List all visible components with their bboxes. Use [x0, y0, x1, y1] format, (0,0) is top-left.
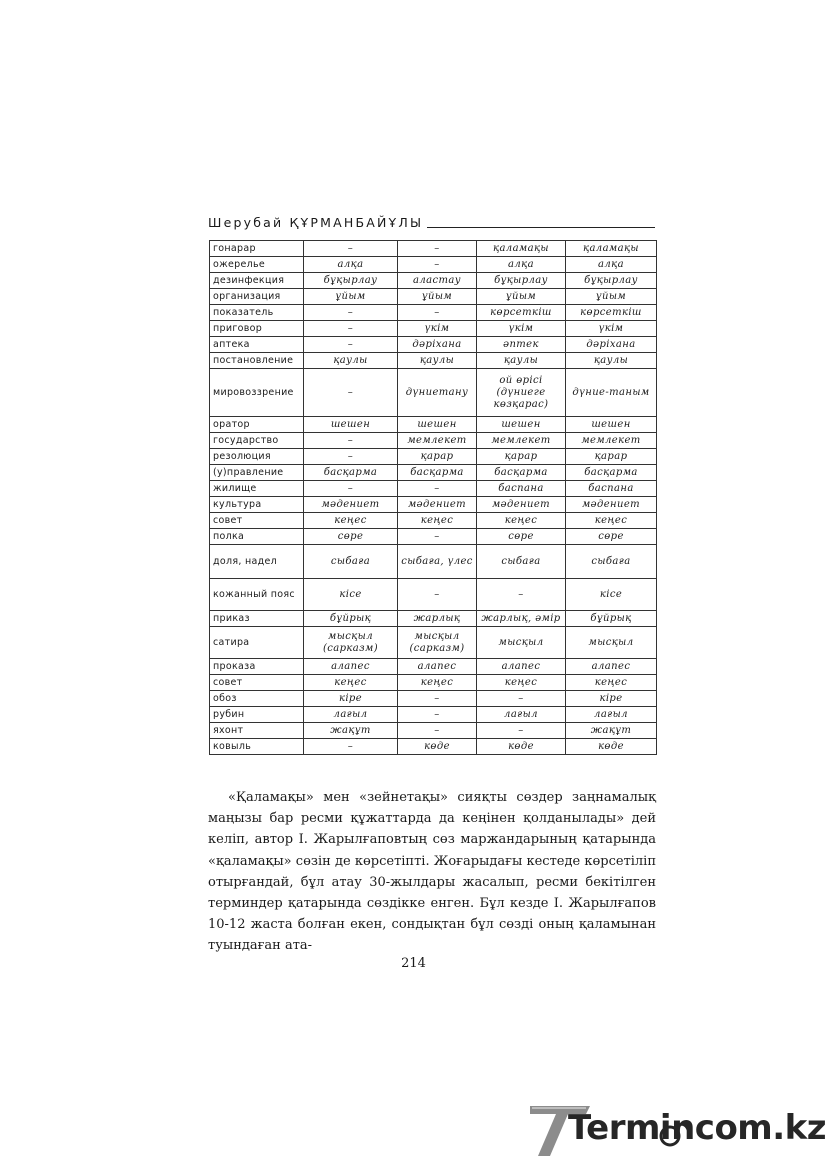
kazakh-term-cell: қарар	[398, 449, 477, 465]
table-row	[210, 707, 657, 723]
russian-term-cell: доля, надел	[210, 545, 304, 579]
kazakh-term-cell: кіре	[566, 691, 657, 707]
kazakh-term-cell: –	[398, 241, 477, 257]
kazakh-term-cell: қаулы	[566, 353, 657, 369]
kazakh-term-cell: кеңес	[304, 675, 398, 691]
table-row	[210, 417, 657, 433]
kazakh-term-cell: ұйым	[477, 289, 566, 305]
kazakh-term-cell: көде	[398, 739, 477, 755]
kazakh-term-cell: үкім	[566, 321, 657, 337]
body-paragraph: «Қаламақы» мен «зейнетақы» сияқты сөздер заңнамалық маңызы бар ресми құжаттарда да кеңінен қолданылады» дей келіп, автор І. Жарылғаповтың сөз маржандарының қатарында «қаламақы» сөзін де көрсетіпті. Жоғарыдағы кестеде көрсетіліп отырғандай, бұл атау 30-жылдары жасалып, ресми бекітілген терминдер қатарында сөздікке енген. Бұл кезде І. Жарылғапов 10-12 жаста болған екен, сондықтан бұл сөзді оның қаламынан туындаған ата-	[208, 790, 656, 954]
kazakh-term-cell: –	[477, 579, 566, 611]
russian-term-cell: государство	[210, 433, 304, 449]
kazakh-term-cell: сыбаға, үлес	[398, 545, 477, 579]
kazakh-term-cell: дүние-таным	[566, 369, 657, 417]
kazakh-term-cell: дүниетану	[398, 369, 477, 417]
russian-term-cell: постановление	[210, 353, 304, 369]
russian-term-cell: культура	[210, 497, 304, 513]
page-number: 214	[401, 956, 426, 971]
table-row	[210, 513, 657, 529]
kazakh-term-cell: мемлекет	[398, 433, 477, 449]
russian-term-cell: жилище	[210, 481, 304, 497]
russian-term-cell: ковыль	[210, 739, 304, 755]
kazakh-term-cell: сөре	[566, 529, 657, 545]
table-row	[210, 691, 657, 707]
kazakh-term-cell: бұйрық	[566, 611, 657, 627]
kazakh-term-cell: –	[304, 305, 398, 321]
russian-term-cell: оратор	[210, 417, 304, 433]
kazakh-term-cell: баспана	[566, 481, 657, 497]
kazakh-term-cell: басқарма	[477, 465, 566, 481]
kazakh-term-cell: көде	[477, 739, 566, 755]
kazakh-term-cell: мысқыл	[566, 627, 657, 659]
table-row	[210, 257, 657, 273]
kazakh-term-cell: шешен	[566, 417, 657, 433]
kazakh-term-cell: кісе	[304, 579, 398, 611]
table-row	[210, 449, 657, 465]
kazakh-term-cell: лағыл	[477, 707, 566, 723]
kazakh-term-cell: кеңес	[566, 675, 657, 691]
terms-table-body	[210, 241, 657, 755]
kazakh-term-cell: алқа	[477, 257, 566, 273]
russian-term-cell: совет	[210, 513, 304, 529]
table-row	[210, 465, 657, 481]
kazakh-term-cell: қарар	[477, 449, 566, 465]
kazakh-term-cell: алапес	[398, 659, 477, 675]
table-row	[210, 305, 657, 321]
table-row	[210, 675, 657, 691]
kazakh-term-cell: көде	[566, 739, 657, 755]
kazakh-term-cell: қаулы	[398, 353, 477, 369]
kazakh-term-cell: –	[304, 321, 398, 337]
kazakh-term-cell: –	[304, 241, 398, 257]
header-title: Шерубай ҚҰРМАНБАЙҰЛЫ	[208, 215, 424, 230]
russian-term-cell: кожанный пояс	[210, 579, 304, 611]
kazakh-term-cell: шешен	[398, 417, 477, 433]
russian-term-cell: яхонт	[210, 723, 304, 739]
kazakh-term-cell: –	[398, 529, 477, 545]
kazakh-term-cell: мысқыл	[477, 627, 566, 659]
kazakh-term-cell: кеңес	[304, 513, 398, 529]
table-row	[210, 337, 657, 353]
kazakh-term-cell: сөре	[304, 529, 398, 545]
kazakh-term-cell: –	[304, 369, 398, 417]
kazakh-term-cell: алапес	[304, 659, 398, 675]
kazakh-term-cell: лағыл	[566, 707, 657, 723]
kazakh-term-cell: қаламақы	[566, 241, 657, 257]
table-row	[210, 739, 657, 755]
kazakh-term-cell: кеңес	[398, 675, 477, 691]
kazakh-term-cell: бұқырлау	[304, 273, 398, 289]
russian-term-cell: организация	[210, 289, 304, 305]
russian-term-cell: полка	[210, 529, 304, 545]
kazakh-term-cell: лағыл	[304, 707, 398, 723]
kazakh-term-cell: жарлық, әмір	[477, 611, 566, 627]
russian-term-cell: резолюция	[210, 449, 304, 465]
kazakh-term-cell: ұйым	[398, 289, 477, 305]
header-rule	[427, 227, 655, 228]
kazakh-term-cell: бұйрық	[304, 611, 398, 627]
kazakh-term-cell: басқарма	[566, 465, 657, 481]
kazakh-term-cell: мемлекет	[477, 433, 566, 449]
kazakh-term-cell: кеңес	[566, 513, 657, 529]
watermark-text: Termincom.kz	[568, 1108, 827, 1148]
table-row	[210, 273, 657, 289]
kazakh-term-cell: бұқырлау	[566, 273, 657, 289]
kazakh-term-cell: –	[304, 739, 398, 755]
russian-term-cell: мировоззрение	[210, 369, 304, 417]
kazakh-term-cell: бұқырлау	[477, 273, 566, 289]
kazakh-term-cell: ой өрісі (дүниеге көзқарас)	[477, 369, 566, 417]
table-row	[210, 627, 657, 659]
kazakh-term-cell: –	[398, 723, 477, 739]
kazakh-term-cell: алапес	[566, 659, 657, 675]
russian-term-cell: ожерелье	[210, 257, 304, 273]
russian-term-cell: дезинфекция	[210, 273, 304, 289]
kazakh-term-cell: кісе	[566, 579, 657, 611]
kazakh-term-cell: үкім	[398, 321, 477, 337]
russian-term-cell: совет	[210, 675, 304, 691]
kazakh-term-cell: қаламақы	[477, 241, 566, 257]
kazakh-term-cell: –	[304, 449, 398, 465]
kazakh-term-cell: жақұт	[566, 723, 657, 739]
table-row	[210, 497, 657, 513]
kazakh-term-cell: сыбаға	[304, 545, 398, 579]
table-row	[210, 321, 657, 337]
kazakh-term-cell: мәдениет	[398, 497, 477, 513]
terms-table	[209, 240, 657, 755]
table-row	[210, 241, 657, 257]
kazakh-term-cell: жақұт	[304, 723, 398, 739]
kazakh-term-cell: шешен	[304, 417, 398, 433]
kazakh-term-cell: дәріхана	[398, 337, 477, 353]
kazakh-term-cell: көрсеткіш	[566, 305, 657, 321]
russian-term-cell: аптека	[210, 337, 304, 353]
kazakh-term-cell: –	[398, 481, 477, 497]
kazakh-term-cell: мәдениет	[477, 497, 566, 513]
kazakh-term-cell: мәдениет	[304, 497, 398, 513]
kazakh-term-cell: баспана	[477, 481, 566, 497]
table-row	[210, 481, 657, 497]
kazakh-term-cell: аластау	[398, 273, 477, 289]
russian-term-cell: (у)правление	[210, 465, 304, 481]
table-row	[210, 579, 657, 611]
kazakh-term-cell: –	[304, 481, 398, 497]
table-row	[210, 369, 657, 417]
table-row	[210, 611, 657, 627]
kazakh-term-cell: –	[304, 337, 398, 353]
watermark	[528, 1100, 827, 1160]
kazakh-term-cell: дәріхана	[566, 337, 657, 353]
table-row	[210, 545, 657, 579]
russian-term-cell: проказа	[210, 659, 304, 675]
kazakh-term-cell: –	[304, 433, 398, 449]
kazakh-term-cell: кеңес	[477, 675, 566, 691]
kazakh-term-cell: қаулы	[304, 353, 398, 369]
kazakh-term-cell: –	[477, 723, 566, 739]
kazakh-term-cell: сыбаға	[566, 545, 657, 579]
kazakh-term-cell: ұйым	[304, 289, 398, 305]
kazakh-term-cell: алқа	[304, 257, 398, 273]
russian-term-cell: рубин	[210, 707, 304, 723]
kazakh-term-cell: алапес	[477, 659, 566, 675]
kazakh-term-cell: қарар	[566, 449, 657, 465]
table-row	[210, 353, 657, 369]
kazakh-term-cell: шешен	[477, 417, 566, 433]
kazakh-term-cell: –	[398, 257, 477, 273]
kazakh-term-cell: кеңес	[477, 513, 566, 529]
kazakh-term-cell: мәдениет	[566, 497, 657, 513]
kazakh-term-cell: қаулы	[477, 353, 566, 369]
kazakh-term-cell: ұйым	[566, 289, 657, 305]
body-text	[208, 787, 656, 957]
kazakh-term-cell: кіре	[304, 691, 398, 707]
table-row	[210, 529, 657, 545]
russian-term-cell: сатира	[210, 627, 304, 659]
kazakh-term-cell: сыбаға	[477, 545, 566, 579]
running-header	[208, 212, 655, 230]
kazakh-term-cell: –	[398, 707, 477, 723]
kazakh-term-cell: мысқыл (сарказм)	[398, 627, 477, 659]
kazakh-term-cell: үкім	[477, 321, 566, 337]
table-row	[210, 289, 657, 305]
kazakh-term-cell: әптек	[477, 337, 566, 353]
table-row	[210, 723, 657, 739]
russian-term-cell: показатель	[210, 305, 304, 321]
kazakh-term-cell: сөре	[477, 529, 566, 545]
kazakh-term-cell: –	[477, 691, 566, 707]
kazakh-term-cell: –	[398, 691, 477, 707]
kazakh-term-cell: мысқыл (сарказм)	[304, 627, 398, 659]
kazakh-term-cell: кеңес	[398, 513, 477, 529]
table-row	[210, 433, 657, 449]
russian-term-cell: приказ	[210, 611, 304, 627]
kazakh-term-cell: басқарма	[304, 465, 398, 481]
table-row	[210, 659, 657, 675]
kazakh-term-cell: алқа	[566, 257, 657, 273]
kazakh-term-cell: басқарма	[398, 465, 477, 481]
kazakh-term-cell: жарлық	[398, 611, 477, 627]
kazakh-term-cell: көрсеткіш	[477, 305, 566, 321]
kazakh-term-cell: мемлекет	[566, 433, 657, 449]
russian-term-cell: гонарар	[210, 241, 304, 257]
russian-term-cell: обоз	[210, 691, 304, 707]
kazakh-term-cell: –	[398, 305, 477, 321]
kazakh-term-cell: –	[398, 579, 477, 611]
russian-term-cell: приговор	[210, 321, 304, 337]
